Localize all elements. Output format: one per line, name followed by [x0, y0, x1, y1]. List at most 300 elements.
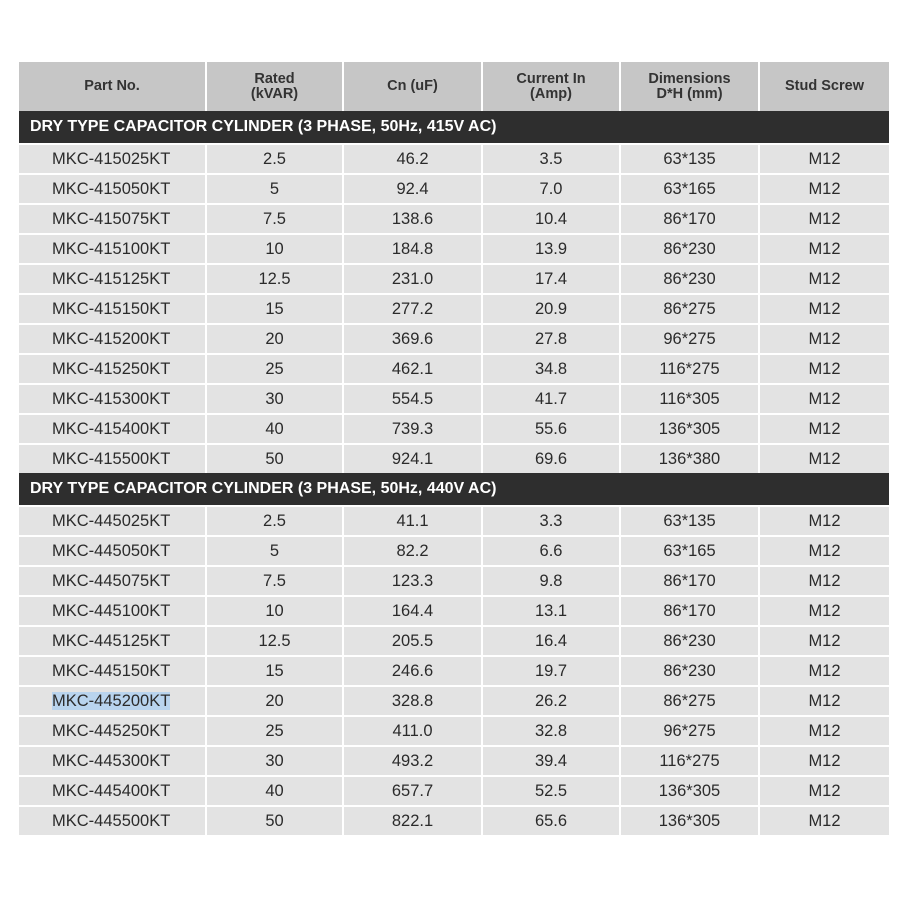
dimensions-cell: [621, 685, 760, 715]
rated-cell: [207, 143, 344, 173]
section-header-row: [19, 111, 889, 143]
current-cell: [483, 655, 621, 685]
stud-screw-cell: [760, 505, 889, 535]
cell-value: 25: [265, 721, 284, 740]
section-title: DRY TYPE CAPACITOR CYLINDER (3 PHASE, 50Hz, 440V AC): [19, 473, 889, 505]
cell-value: M12: [808, 209, 841, 228]
stud-screw-cell: [760, 595, 889, 625]
rated-cell: [207, 203, 344, 233]
current-cell: [483, 203, 621, 233]
dimensions-cell: [621, 775, 760, 805]
current-cell: [483, 745, 621, 775]
cn-cell: [344, 293, 483, 323]
table-row: [19, 685, 889, 715]
part-number-text: MKC-445500KT: [52, 811, 171, 830]
cell-value: 19.7: [534, 661, 568, 680]
stud-screw-cell: [760, 655, 889, 685]
table-row: [19, 625, 889, 655]
part-no-cell: [19, 293, 207, 323]
header-rated: Rated (kVAR): [207, 62, 344, 111]
part-number-text: MKC-415500KT: [52, 449, 171, 468]
cell-value: 184.8: [391, 239, 434, 258]
part-no-cell: [19, 775, 207, 805]
dimensions-cell: [621, 143, 760, 173]
cn-cell: [344, 383, 483, 413]
cell-value: 205.5: [391, 631, 434, 650]
part-no-cell: [19, 263, 207, 293]
cell-value: 82.2: [396, 541, 429, 560]
cell-value: 46.2: [396, 149, 429, 168]
cell-value: 15: [265, 299, 284, 318]
rated-cell: [207, 233, 344, 263]
cell-value: 5: [269, 179, 280, 198]
part-no-cell: [19, 443, 207, 473]
dimensions-cell: [621, 595, 760, 625]
cell-value: 63*135: [663, 149, 716, 168]
rated-cell: [207, 625, 344, 655]
cn-cell: [344, 323, 483, 353]
cell-value: 16.4: [534, 631, 568, 650]
dimensions-cell: [621, 655, 760, 685]
current-cell: [483, 383, 621, 413]
stud-screw-cell: [760, 715, 889, 745]
cell-value: 328.8: [391, 691, 434, 710]
cell-value: M12: [808, 601, 841, 620]
cn-cell: [344, 443, 483, 473]
rated-cell: [207, 715, 344, 745]
cell-value: 246.6: [391, 661, 434, 680]
rated-cell: [207, 413, 344, 443]
cell-value: 5: [269, 541, 280, 560]
dimensions-cell: [621, 233, 760, 263]
cell-value: 30: [265, 389, 284, 408]
part-no-cell: [19, 535, 207, 565]
cell-value: 32.8: [534, 721, 568, 740]
stud-screw-cell: [760, 565, 889, 595]
table-row: [19, 595, 889, 625]
cell-value: 55.6: [534, 419, 568, 438]
part-number-text: MKC-415075KT: [52, 209, 171, 228]
header-part-no: Part No.: [19, 62, 207, 111]
table-row: [19, 443, 889, 473]
part-number-text: MKC-445150KT: [52, 661, 171, 680]
current-cell: [483, 293, 621, 323]
current-cell: [483, 685, 621, 715]
cell-value: 20: [265, 691, 284, 710]
stud-screw-cell: [760, 293, 889, 323]
part-no-cell: [19, 715, 207, 745]
cn-cell: [344, 745, 483, 775]
cell-value: M12: [808, 179, 841, 198]
cn-cell: [344, 595, 483, 625]
rated-cell: [207, 655, 344, 685]
dimensions-cell: [621, 353, 760, 383]
cell-value: 411.0: [392, 721, 433, 740]
cell-value: M12: [808, 751, 841, 770]
cell-value: 86*170: [663, 209, 716, 228]
cell-value: 10: [265, 601, 284, 620]
cell-value: 10: [265, 239, 284, 258]
cell-value: M12: [808, 541, 841, 560]
current-cell: [483, 443, 621, 473]
stud-screw-cell: [760, 233, 889, 263]
stud-screw-cell: [760, 383, 889, 413]
table-row: [19, 293, 889, 323]
cell-value: 493.2: [391, 751, 434, 770]
current-cell: [483, 143, 621, 173]
part-number-text: MKC-445050KT: [52, 541, 171, 560]
cell-value: 12.5: [258, 631, 291, 650]
table-row: [19, 775, 889, 805]
cn-cell: [344, 233, 483, 263]
part-number-text: MKC-415400KT: [52, 419, 171, 438]
table-row: [19, 565, 889, 595]
cell-value: 69.6: [534, 449, 568, 468]
cell-value: 138.6: [391, 209, 434, 228]
cell-value: 924.1: [391, 449, 434, 468]
table-row: [19, 233, 889, 263]
part-number-text: MKC-445250KT: [52, 721, 171, 740]
rated-cell: [207, 383, 344, 413]
header-stud-screw: Stud Screw: [760, 62, 889, 111]
rated-cell: [207, 595, 344, 625]
dimensions-cell: [621, 565, 760, 595]
table-row: [19, 323, 889, 353]
cell-value: 63*165: [663, 179, 716, 198]
table-row: [19, 413, 889, 443]
current-cell: [483, 595, 621, 625]
cell-value: 96*275: [663, 721, 716, 740]
stud-screw-cell: [760, 745, 889, 775]
cell-value: 27.8: [534, 329, 568, 348]
cell-value: M12: [808, 631, 841, 650]
current-cell: [483, 233, 621, 263]
dimensions-cell: [621, 173, 760, 203]
cell-value: 63*135: [663, 511, 716, 530]
cell-value: 277.2: [391, 299, 434, 318]
cell-value: 86*275: [663, 691, 716, 710]
part-number-text: MKC-415100KT: [52, 239, 171, 258]
section-title: DRY TYPE CAPACITOR CYLINDER (3 PHASE, 50Hz, 415V AC): [19, 111, 889, 143]
cn-cell: [344, 565, 483, 595]
cell-value: 116*305: [659, 389, 720, 408]
cell-value: 41.1: [396, 511, 429, 530]
cell-value: 52.5: [534, 781, 568, 800]
part-number-text: MKC-415300KT: [52, 389, 171, 408]
cell-value: 20: [265, 329, 284, 348]
current-cell: [483, 715, 621, 745]
cell-value: 96*275: [663, 329, 716, 348]
rated-cell: [207, 353, 344, 383]
current-cell: [483, 323, 621, 353]
rated-cell: [207, 505, 344, 535]
rated-cell: [207, 745, 344, 775]
cell-value: 92.4: [396, 179, 429, 198]
stud-screw-cell: [760, 443, 889, 473]
part-no-cell: [19, 505, 207, 535]
cell-value: 231.0: [391, 269, 434, 288]
part-number-text: MKC-415125KT: [52, 269, 171, 288]
table-row: [19, 383, 889, 413]
cell-value: 13.9: [534, 239, 568, 258]
dimensions-cell: [621, 443, 760, 473]
table-row: [19, 655, 889, 685]
rated-cell: [207, 685, 344, 715]
cell-value: 7.0: [539, 179, 563, 198]
table-body: [19, 111, 889, 835]
part-number-text: MKC-445125KT: [52, 631, 171, 650]
cn-cell: [344, 625, 483, 655]
table-row: [19, 805, 889, 835]
header-row: [19, 62, 889, 111]
rated-cell: [207, 263, 344, 293]
cell-value: M12: [808, 811, 841, 830]
cell-value: M12: [808, 571, 841, 590]
part-number-text: MKC-445025KT: [52, 511, 171, 530]
cell-value: 2.5: [263, 149, 286, 168]
cell-value: 116*275: [659, 751, 720, 770]
cell-value: M12: [808, 329, 841, 348]
cell-value: M12: [808, 389, 841, 408]
stud-screw-cell: [760, 535, 889, 565]
stud-screw-cell: [760, 323, 889, 353]
cell-value: 39.4: [534, 751, 568, 770]
part-no-cell: [19, 685, 207, 715]
cell-value: 86*230: [663, 269, 716, 288]
header-dimensions: Dimensions D*H (mm): [621, 62, 760, 111]
cn-cell: [344, 263, 483, 293]
current-cell: [483, 535, 621, 565]
cell-value: 369.6: [391, 329, 434, 348]
dimensions-cell: [621, 323, 760, 353]
cell-value: 13.1: [534, 601, 568, 620]
dimensions-cell: [621, 203, 760, 233]
part-no-cell: [19, 413, 207, 443]
current-cell: [483, 805, 621, 835]
dimensions-cell: [621, 383, 760, 413]
rated-cell: [207, 775, 344, 805]
current-cell: [483, 173, 621, 203]
cell-value: M12: [808, 691, 841, 710]
cell-value: 63*165: [663, 541, 716, 560]
stud-screw-cell: [760, 685, 889, 715]
cell-value: 7.5: [263, 571, 286, 590]
header-cn: Cn (uF): [344, 62, 483, 111]
cell-value: 30: [265, 751, 284, 770]
table-header: [19, 62, 889, 111]
table-row: [19, 353, 889, 383]
cell-value: 86*275: [663, 299, 716, 318]
cell-value: 462.1: [391, 359, 434, 378]
cn-cell: [344, 715, 483, 745]
cn-cell: [344, 143, 483, 173]
dimensions-cell: [621, 535, 760, 565]
cell-value: 17.4: [534, 269, 568, 288]
cell-value: 20.9: [534, 299, 568, 318]
cell-value: M12: [808, 781, 841, 800]
part-no-cell: [19, 203, 207, 233]
cell-value: 3.3: [539, 511, 563, 530]
cell-value: 136*305: [658, 781, 721, 800]
rated-cell: [207, 323, 344, 353]
part-no-cell: [19, 383, 207, 413]
cn-cell: [344, 203, 483, 233]
part-no-cell: [19, 353, 207, 383]
cell-value: 25: [265, 359, 284, 378]
part-no-cell: [19, 655, 207, 685]
cell-value: M12: [808, 419, 841, 438]
table-row: [19, 203, 889, 233]
cell-value: 40: [265, 419, 284, 438]
cn-cell: [344, 805, 483, 835]
part-number-text: MKC-415200KT: [52, 329, 171, 348]
stud-screw-cell: [760, 413, 889, 443]
current-cell: [483, 263, 621, 293]
cell-value: 739.3: [391, 419, 434, 438]
part-number-text: MKC-415050KT: [52, 179, 171, 198]
dimensions-cell: [621, 805, 760, 835]
cell-value: 164.4: [391, 601, 434, 620]
current-cell: [483, 505, 621, 535]
rated-cell: [207, 293, 344, 323]
cell-value: 6.6: [539, 541, 563, 560]
cell-value: 50: [265, 811, 284, 830]
capacitor-spec-table: [19, 62, 889, 835]
section-header-row: [19, 473, 889, 505]
cn-cell: [344, 413, 483, 443]
cn-cell: [344, 535, 483, 565]
dimensions-cell: [621, 413, 760, 443]
stud-screw-cell: [760, 775, 889, 805]
table-row: [19, 535, 889, 565]
cell-value: M12: [808, 359, 841, 378]
current-cell: [483, 353, 621, 383]
current-cell: [483, 625, 621, 655]
cell-value: 50: [265, 449, 284, 468]
cell-value: 86*230: [663, 661, 716, 680]
stud-screw-cell: [760, 805, 889, 835]
table-row: [19, 745, 889, 775]
dimensions-cell: [621, 745, 760, 775]
cell-value: M12: [808, 239, 841, 258]
part-number-text: MKC-445100KT: [52, 601, 171, 620]
part-no-cell: [19, 173, 207, 203]
cn-cell: [344, 173, 483, 203]
part-number-text: MKC-415150KT: [52, 299, 171, 318]
cell-value: 116*275: [659, 359, 720, 378]
cn-cell: [344, 685, 483, 715]
part-number-text: MKC-445300KT: [52, 751, 171, 770]
table-row: [19, 505, 889, 535]
cell-value: 40: [265, 781, 284, 800]
stud-screw-cell: [760, 203, 889, 233]
table-row: [19, 715, 889, 745]
cell-value: 3.5: [539, 149, 563, 168]
dimensions-cell: [621, 715, 760, 745]
dimensions-cell: [621, 505, 760, 535]
cell-value: 136*380: [658, 449, 721, 468]
part-number-text: MKC-445400KT: [52, 781, 171, 800]
table-row: [19, 263, 889, 293]
cell-value: M12: [808, 449, 841, 468]
cell-value: 822.1: [391, 811, 434, 830]
cell-value: 136*305: [658, 419, 721, 438]
current-cell: [483, 775, 621, 805]
part-no-cell: [19, 323, 207, 353]
table-row: [19, 173, 889, 203]
cell-value: M12: [808, 299, 841, 318]
cell-value: 26.2: [534, 691, 568, 710]
part-number-text: MKC-415250KT: [52, 359, 171, 378]
selected-text-highlight: MKC-445200KT: [52, 691, 171, 710]
cell-value: M12: [808, 269, 841, 288]
dimensions-cell: [621, 625, 760, 655]
cell-value: 9.8: [539, 571, 563, 590]
part-no-cell: [19, 625, 207, 655]
cell-value: M12: [808, 149, 841, 168]
stud-screw-cell: [760, 625, 889, 655]
part-no-cell: [19, 233, 207, 263]
current-cell: [483, 413, 621, 443]
part-no-cell: [19, 565, 207, 595]
cell-value: M12: [808, 511, 841, 530]
table-row: [19, 143, 889, 173]
rated-cell: [207, 805, 344, 835]
cell-value: 136*305: [658, 811, 721, 830]
part-no-cell: [19, 805, 207, 835]
dimensions-cell: [621, 293, 760, 323]
rated-cell: [207, 443, 344, 473]
cell-value: M12: [808, 661, 841, 680]
cell-value: M12: [808, 721, 841, 740]
cn-cell: [344, 655, 483, 685]
cn-cell: [344, 353, 483, 383]
cell-value: 34.8: [534, 359, 568, 378]
stud-screw-cell: [760, 353, 889, 383]
cell-value: 2.5: [263, 511, 286, 530]
cell-value: 86*230: [663, 239, 716, 258]
cell-value: 65.6: [534, 811, 568, 830]
cell-value: 12.5: [258, 269, 291, 288]
cell-value: 86*230: [663, 631, 716, 650]
part-number-text: MKC-415025KT: [52, 149, 171, 168]
part-number-text: MKC-445075KT: [52, 571, 171, 590]
stud-screw-cell: [760, 173, 889, 203]
cell-value: 15: [265, 661, 284, 680]
cell-value: 86*170: [663, 571, 716, 590]
current-cell: [483, 565, 621, 595]
stud-screw-cell: [760, 143, 889, 173]
dimensions-cell: [621, 263, 760, 293]
rated-cell: [207, 535, 344, 565]
cell-value: 554.5: [391, 389, 434, 408]
part-no-cell: [19, 143, 207, 173]
cell-value: 86*170: [663, 601, 716, 620]
stud-screw-cell: [760, 263, 889, 293]
cell-value: 657.7: [391, 781, 434, 800]
part-no-cell: [19, 595, 207, 625]
cell-value: 41.7: [534, 389, 568, 408]
cell-value: 123.3: [391, 571, 434, 590]
rated-cell: [207, 565, 344, 595]
cn-cell: [344, 775, 483, 805]
part-no-cell: [19, 745, 207, 775]
header-current: Current In (Amp): [483, 62, 621, 111]
cell-value: 7.5: [263, 209, 286, 228]
cn-cell: [344, 505, 483, 535]
cell-value: 10.4: [534, 209, 568, 228]
rated-cell: [207, 173, 344, 203]
